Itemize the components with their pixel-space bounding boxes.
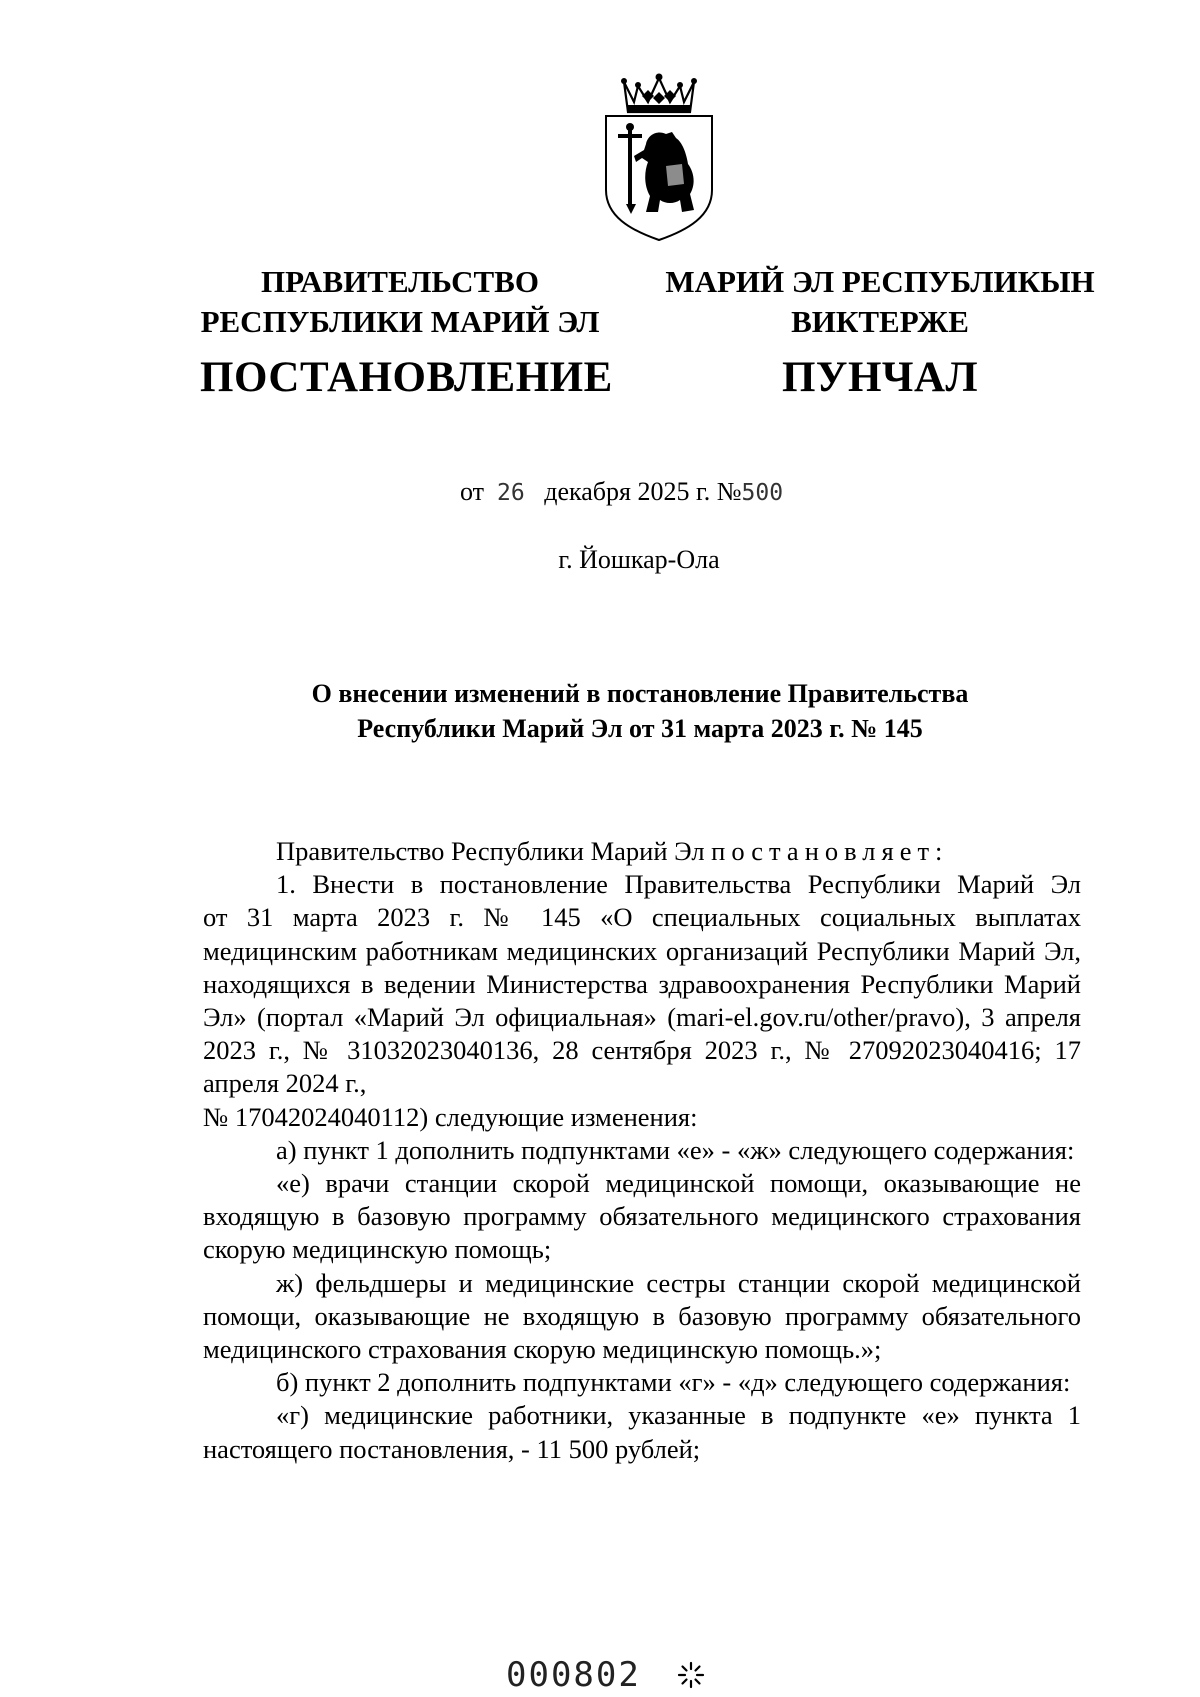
preamble-text: Правительство Республики Марий Эл [276, 836, 712, 866]
item1-last-line: № 17042024040112) следующие изменения: [203, 1101, 698, 1132]
subitem-a: а) пункт 1 дополнить подпунктами «е» - «ж» следующего содержания: [276, 1134, 1075, 1165]
preamble-spaced: постановляет: [711, 836, 949, 866]
header-left [200, 262, 613, 406]
item1-first-line: 1. Внести в постановление Правительства Республики Марий Эл [276, 869, 1081, 900]
subitem-zh: ж) фельдшеры и медицинские сестры станции скорой медицинской помощи, оказывающие не входящую в базовую программу обязательного медицинского страхования скорую медицинскую помощь.»; [203, 1267, 1081, 1365]
doc-type-mari: ПУНЧАЛ [781, 354, 979, 401]
header-left-line2: РЕСПУБЛИКИ МАРИЙ ЭЛ [200, 304, 600, 339]
title-line2: Республики Марий Эл от 31 марта 2023 г. № 145 [357, 714, 923, 743]
city-line [0, 545, 1200, 575]
header-right-line2: ВИКТЕРЖЕ [791, 304, 969, 339]
item1-text: от 31 марта 2023 г. № 145 «О специальных социальных выплатах медицинским работникам медицинских организаций Республики Марий Эл, находящихся в ведении Министерства здравоохранения Республики Марий Эл» (портал «Марий Эл официальная» (mari-el.gov.ru/other/pravo), 3 апреля 2023 г., № 31032023040136, 28 сентября 2023 г., № 27092023040416; 17 апреля 2024 г., [203, 902, 1081, 1099]
coat-of-arms-icon [602, 72, 716, 242]
date-prefix: от [460, 477, 485, 506]
doc-number: 500 [741, 480, 784, 506]
doc-type-ru: ПОСТАНОВЛЕНИЕ [200, 354, 613, 401]
date-line [460, 477, 783, 507]
serial-number: 000802 [506, 1655, 641, 1695]
document-title [200, 676, 1080, 746]
header-right-line1: МАРИЙ ЭЛ РЕСПУБЛИКЫН [665, 264, 1095, 299]
star-mark-icon [676, 1660, 706, 1690]
date-day: 26 [497, 480, 525, 506]
header-left-line1: ПРАВИТЕЛЬСТВО [261, 264, 539, 299]
document-body [203, 835, 1081, 1466]
subitem-e: «е) врачи станции скорой медицинской помощи, оказывающие не входящую в базовую программу обязательного медицинского страхования скорую медицинскую помощь; [203, 1168, 1081, 1265]
subitem-b: б) пункт 2 дополнить подпунктами «г» - «д» следующего содержания: [276, 1367, 1071, 1398]
city: г. Йошкар-Ола [558, 545, 720, 574]
preamble [203, 835, 1081, 868]
date-month-year: декабря 2025 г. № [544, 477, 742, 506]
title-line1: О внесении изменений в постановление Правительства [311, 679, 969, 708]
subitem-g: «г) медицинские работники, указанные в подпункте «е» пункта 1 настоящего постановления, - 11 500 рублей; [203, 1400, 1081, 1464]
header-right [660, 262, 1100, 406]
